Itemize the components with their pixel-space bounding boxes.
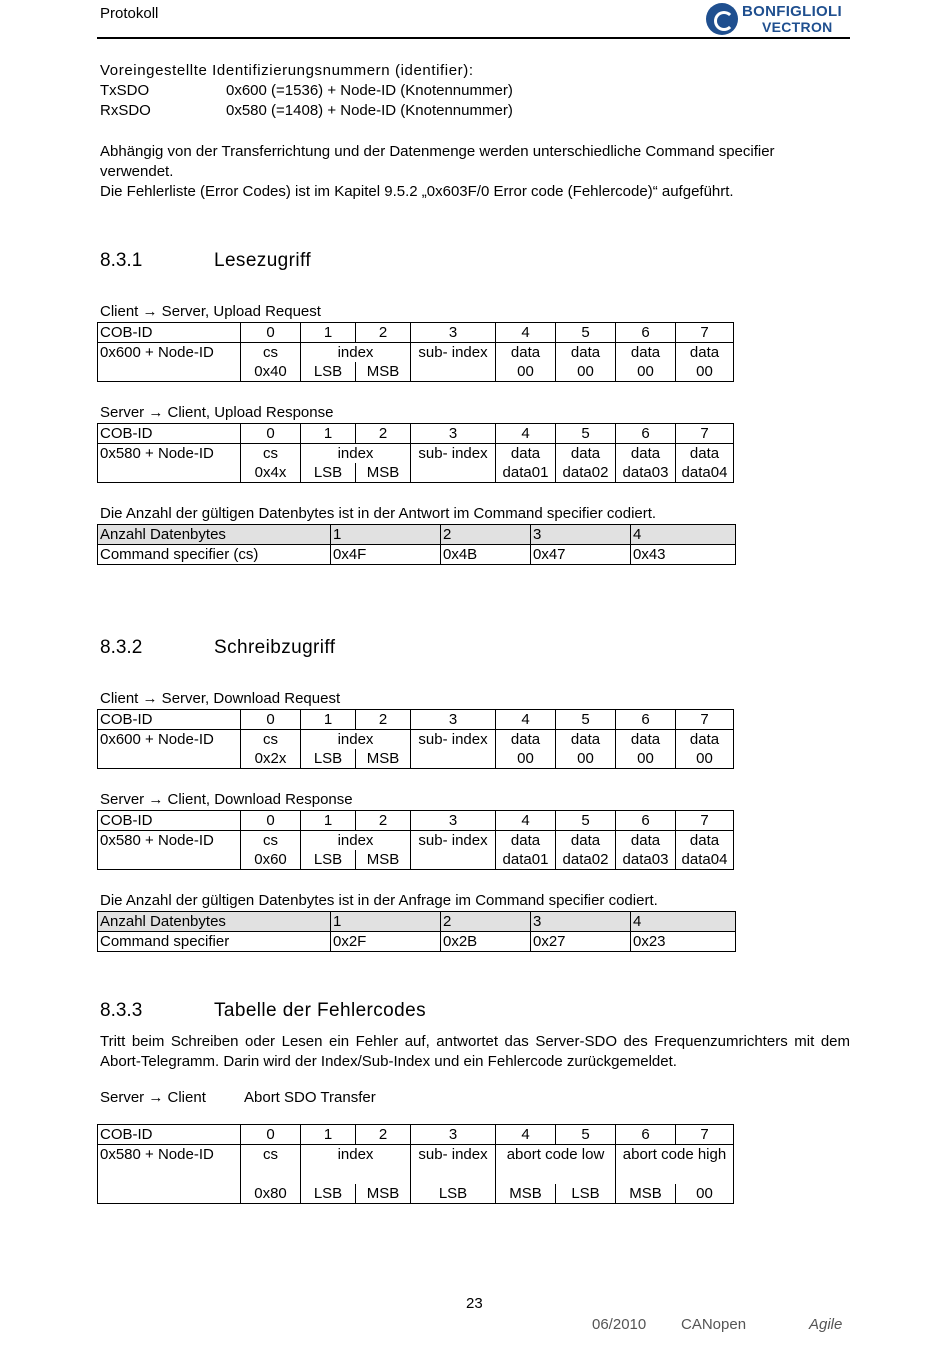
table-cell: 0x2x — [241, 749, 301, 769]
table-cell: MSB — [356, 362, 411, 382]
table-cell: data01 — [496, 463, 556, 483]
table-row — [98, 831, 734, 851]
table-cell: 5 — [556, 323, 616, 343]
table-cell: index — [301, 831, 411, 851]
section-title: Lesezugriff — [214, 250, 311, 271]
table-cell: 2 — [356, 323, 411, 343]
table-cell: 1 — [301, 1125, 356, 1145]
rxsdo-value: 0x580 (=1408) + Node-ID (Knotennummer) — [226, 102, 513, 119]
table-cell: 0x27 — [531, 932, 631, 952]
logo-icon — [706, 3, 738, 35]
table-cell: 00 — [676, 1184, 734, 1204]
table-cell — [411, 749, 496, 769]
table-row — [98, 323, 734, 343]
table-cell: 2 — [441, 912, 531, 932]
section-title: Schreibzugriff — [214, 637, 336, 658]
table-cell: 0x580 + Node-ID — [98, 831, 241, 870]
table-cell: 1 — [331, 912, 441, 932]
table-row — [98, 1145, 734, 1185]
table-cell: 6 — [616, 811, 676, 831]
table-cell: cs — [241, 343, 301, 363]
txsdo-value: 0x600 (=1536) + Node-ID (Knotennummer) — [226, 82, 513, 99]
bonfiglioli-logo — [706, 3, 854, 37]
txsdo-label: TxSDO — [100, 82, 150, 99]
table-cell: Anzahl Datenbytes — [98, 912, 331, 932]
table-cell: cs — [241, 444, 301, 464]
intro-heading: Voreingestellte Identifizierungsnummern (identifier): — [100, 62, 474, 79]
intro-para-1: Abhängig von der Transferrichtung und der Datenmenge werden unterschiedliche Command specifier verwendet. — [100, 143, 775, 180]
table-cell: MSB — [356, 463, 411, 483]
table-cell: 00 — [676, 362, 734, 382]
table-cell: MSB — [616, 1184, 676, 1204]
table-cell: 0x600 + Node-ID — [98, 730, 241, 769]
table-cell: 0x40 — [241, 362, 301, 382]
logo-text-1: BONFIGLIOLI — [742, 3, 842, 20]
abort-caption-left: Server → Client — [100, 1089, 206, 1106]
table-cell: 00 — [676, 749, 734, 769]
table-cell: LSB — [301, 463, 356, 483]
table-cell: 2 — [356, 424, 411, 444]
table-cell: 0x47 — [531, 545, 631, 565]
table-cell: Anzahl Datenbytes — [98, 525, 331, 545]
table-caption: Server → Client, Download Response — [100, 791, 353, 808]
table-cell: 6 — [616, 710, 676, 730]
table-cell: 4 — [631, 525, 736, 545]
command-specifier-table — [97, 911, 736, 952]
table-cell: 3 — [411, 424, 496, 444]
table-cell: 00 — [556, 749, 616, 769]
table-cell: LSB — [301, 1184, 356, 1204]
table-cell: 3 — [411, 323, 496, 343]
table-row — [98, 912, 736, 932]
footer-protocol: CANopen — [681, 1316, 747, 1333]
table-cell: 3 — [531, 912, 631, 932]
rxsdo-label: RxSDO — [100, 102, 151, 119]
table-cell: COB-ID — [98, 710, 241, 730]
table-cell: sub- index — [411, 730, 496, 750]
table-cell: 0x600 + Node-ID — [98, 343, 241, 382]
table-cell: 1 — [301, 811, 356, 831]
table-cell: sub- index — [411, 831, 496, 851]
table-cell: abort code low — [496, 1145, 616, 1185]
table-cell: 0x580 + Node-ID — [98, 1145, 241, 1204]
table-cell: index — [301, 343, 411, 363]
table-cell: COB-ID — [98, 811, 241, 831]
table-row — [98, 424, 734, 444]
table-cell: 6 — [616, 424, 676, 444]
table-cell: 0x2F — [331, 932, 441, 952]
table-cell: data01 — [496, 850, 556, 870]
table-cell: MSB — [356, 749, 411, 769]
download-response-table — [97, 810, 734, 870]
table-cell — [411, 463, 496, 483]
table-cell: 7 — [676, 424, 734, 444]
table-row — [98, 710, 734, 730]
table-cell — [411, 362, 496, 382]
table-cell: 0x4B — [441, 545, 531, 565]
table-cell: 2 — [356, 710, 411, 730]
table-cell: data — [616, 730, 676, 750]
intro-para-2: Die Fehlerliste (Error Codes) ist im Kapitel 9.5.2 „0x603F/0 Error code (Fehlercode)“ aufgeführt. — [100, 183, 734, 200]
table-cell: 6 — [616, 1125, 676, 1145]
table-row — [98, 343, 734, 363]
table-caption: Server → Client, Upload Response — [100, 404, 334, 421]
section-number: 8.3.3 — [100, 1000, 143, 1021]
table-cell: data02 — [556, 850, 616, 870]
abort-paragraph: Tritt beim Schreiben oder Lesen ein Fehler auf, antwortet das Server-SDO des Frequenzumrichters mit dem Abort-Telegramm. Darin wird der Index/Sub-Index und ein Fehlercode zurückgemeldet. — [100, 1033, 850, 1070]
table-cell: 0x580 + Node-ID — [98, 444, 241, 483]
table-cell: 4 — [496, 323, 556, 343]
table-cell: data02 — [556, 463, 616, 483]
table-cell: index — [301, 1145, 411, 1185]
table-cell: 4 — [631, 912, 736, 932]
table-cell: 0x2B — [441, 932, 531, 952]
table-row — [98, 932, 736, 952]
header-title: Protokoll — [100, 5, 159, 22]
table-cell: MSB — [496, 1184, 556, 1204]
table-cell: MSB — [356, 1184, 411, 1204]
section-number: 8.3.1 — [100, 250, 143, 271]
table-cell: 3 — [411, 811, 496, 831]
cs-note: Die Anzahl der gültigen Datenbytes ist in der Antwort im Command specifier codiert. — [100, 505, 657, 522]
table-cell: 0x23 — [631, 932, 736, 952]
table-cell: data — [496, 831, 556, 851]
table-cell: 00 — [556, 362, 616, 382]
table-cell: 0x43 — [631, 545, 736, 565]
table-cell: 0 — [241, 1125, 301, 1145]
table-cell: data03 — [616, 463, 676, 483]
table-cell: data — [616, 444, 676, 464]
table-cell: 5 — [556, 811, 616, 831]
table-cell: data — [556, 730, 616, 750]
table-cell: COB-ID — [98, 323, 241, 343]
table-cell: 7 — [676, 1125, 734, 1145]
table-row — [98, 525, 736, 545]
table-cell: data03 — [616, 850, 676, 870]
table-cell: LSB — [301, 362, 356, 382]
table-cell: 0 — [241, 424, 301, 444]
table-cell: 5 — [556, 1125, 616, 1145]
table-cell: data — [676, 831, 734, 851]
table-cell: 1 — [301, 710, 356, 730]
table-cell: 1 — [331, 525, 441, 545]
table-cell: data — [616, 831, 676, 851]
table-cell: 5 — [556, 424, 616, 444]
abort-sdo-table — [97, 1124, 734, 1204]
table-cell: LSB — [411, 1184, 496, 1204]
abort-caption-right: Abort SDO Transfer — [244, 1089, 376, 1106]
header-rule — [97, 37, 850, 39]
table-cell: 5 — [556, 710, 616, 730]
table-cell: sub- index — [411, 1145, 496, 1185]
table-cell: LSB — [301, 850, 356, 870]
section-number: 8.3.2 — [100, 637, 143, 658]
table-cell: 2 — [356, 1125, 411, 1145]
table-cell: 0 — [241, 710, 301, 730]
table-cell: 4 — [496, 710, 556, 730]
table-cell: cs — [241, 831, 301, 851]
table-cell: data — [676, 343, 734, 363]
table-cell: data — [616, 343, 676, 363]
table-cell: data — [556, 343, 616, 363]
download-request-table — [97, 709, 734, 769]
table-cell: 4 — [496, 1125, 556, 1145]
table-cell: 7 — [676, 323, 734, 343]
page-number: 23 — [466, 1295, 483, 1312]
table-cell: 00 — [616, 362, 676, 382]
table-cell: 1 — [301, 424, 356, 444]
table-cell: 0x60 — [241, 850, 301, 870]
table-cell: 00 — [616, 749, 676, 769]
command-specifier-table — [97, 524, 736, 565]
table-row — [98, 444, 734, 464]
logo-text-2: VECTRON — [762, 19, 833, 35]
table-cell: 1 — [301, 323, 356, 343]
table-cell: data — [556, 831, 616, 851]
table-cell: sub- index — [411, 444, 496, 464]
table-cell: 00 — [496, 749, 556, 769]
table-cell: data — [496, 730, 556, 750]
table-cell: cs — [241, 730, 301, 750]
table-cell: MSB — [356, 850, 411, 870]
table-cell: data04 — [676, 850, 734, 870]
table-cell: COB-ID — [98, 424, 241, 444]
table-cell: data — [496, 444, 556, 464]
table-cell: abort code high — [616, 1145, 734, 1185]
table-cell: data04 — [676, 463, 734, 483]
table-cell: 4 — [496, 811, 556, 831]
table-cell: 4 — [496, 424, 556, 444]
table-caption: Client → Server, Download Request — [100, 690, 341, 707]
table-row — [98, 545, 736, 565]
upload-request-table — [97, 322, 734, 382]
table-cell: data — [556, 444, 616, 464]
table-cell: 0x80 — [241, 1184, 301, 1204]
table-cell: 00 — [496, 362, 556, 382]
table-cell: index — [301, 730, 411, 750]
table-cell: 3 — [411, 710, 496, 730]
table-cell: 0 — [241, 811, 301, 831]
table-cell: data — [676, 730, 734, 750]
table-cell: index — [301, 444, 411, 464]
table-cell: cs — [241, 1145, 301, 1185]
table-caption: Client → Server, Upload Request — [100, 303, 321, 320]
table-cell: LSB — [556, 1184, 616, 1204]
table-cell: sub- index — [411, 343, 496, 363]
table-cell: 2 — [441, 525, 531, 545]
table-cell: LSB — [301, 749, 356, 769]
cs-note: Die Anzahl der gültigen Datenbytes ist in der Anfrage im Command specifier codiert. — [100, 892, 658, 909]
table-cell: Command specifier (cs) — [98, 545, 331, 565]
table-cell: Command specifier — [98, 932, 331, 952]
table-cell — [411, 850, 496, 870]
table-cell: 0x4F — [331, 545, 441, 565]
upload-response-table — [97, 423, 734, 483]
table-cell: data — [676, 444, 734, 464]
table-cell: 6 — [616, 323, 676, 343]
footer-date: 06/2010 — [592, 1316, 647, 1333]
table-cell: 2 — [356, 811, 411, 831]
table-cell: 3 — [531, 525, 631, 545]
table-cell: 3 — [411, 1125, 496, 1145]
table-cell: 7 — [676, 811, 734, 831]
table-cell: COB-ID — [98, 1125, 241, 1145]
table-cell: 0 — [241, 323, 301, 343]
section-title: Tabelle der Fehlercodes — [214, 1000, 426, 1021]
table-cell: 0x4x — [241, 463, 301, 483]
table-row — [98, 811, 734, 831]
table-row — [98, 730, 734, 750]
table-cell: 7 — [676, 710, 734, 730]
footer-product: Agile — [809, 1316, 843, 1333]
table-cell: data — [496, 343, 556, 363]
table-row — [98, 1125, 734, 1145]
